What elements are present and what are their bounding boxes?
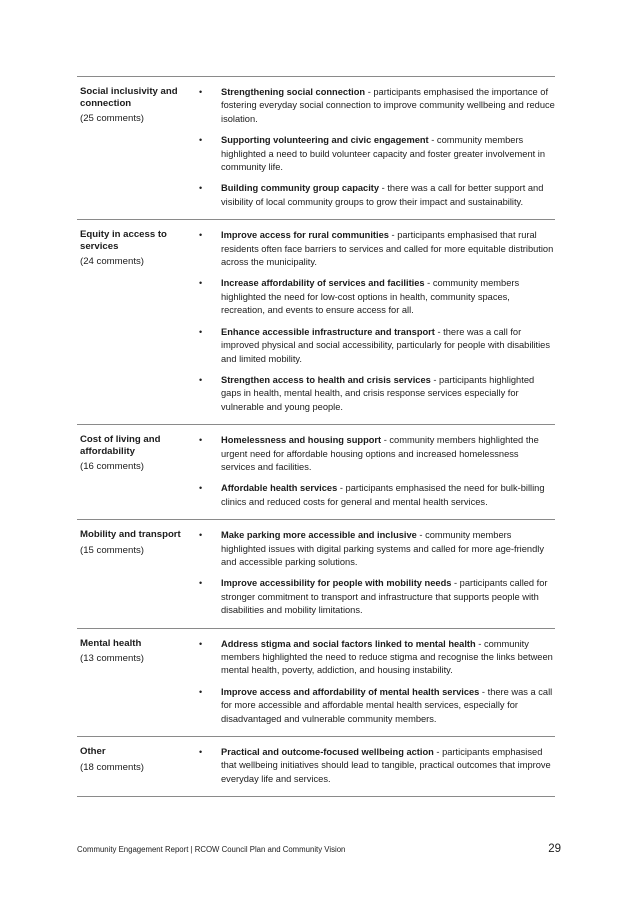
theme-points [188, 746, 555, 786]
point-description: - there was a call for improved physical and social accessibility, particularly for people with disabilities and limited mobility. [221, 326, 550, 364]
point-text [221, 529, 555, 569]
point-text [221, 326, 555, 366]
comment-count: (16 comments) [80, 461, 144, 473]
page-footer [77, 843, 561, 855]
theme-points [188, 529, 555, 617]
point-title: Strengthening social connection [221, 87, 366, 97]
comment-count: (15 comments) [80, 544, 144, 556]
point-title: Increase affordability of services and facilities [221, 278, 425, 289]
point-text [221, 577, 555, 617]
point-description: - community members highlighted the need for low-cost options in health, community spaces, recreation, and events to ensure access for all. [221, 278, 520, 316]
theme-topic [77, 229, 188, 414]
footer-text: Community Engagement Report | RCOW Council Plan and Community Vision [77, 845, 346, 854]
point-title: Improve accessibility for people with mobility needs [221, 578, 452, 589]
theme-row [77, 220, 555, 425]
comment-count: (25 comments) [80, 113, 144, 124]
bullet-point [193, 482, 555, 509]
point-title: Make parking more accessible and inclusive [221, 530, 417, 541]
bullet-point [193, 577, 555, 617]
point-description: - participants called for stronger commitment to transport and infrastructure that supports people with disabilities and mobility limitations. [221, 578, 548, 616]
bullet-icon: • [199, 747, 203, 758]
point-title: Practical and outcome-focused wellbeing action [221, 747, 434, 758]
point-description: - there was a call for better support and visibility of local community groups to grow their impact and sustainability. [221, 183, 544, 207]
bullet-point [193, 529, 555, 569]
comment-count: (18 comments) [80, 761, 144, 773]
theme-row [77, 77, 555, 220]
point-description: - participants highlighted gaps in health, mental health, and crisis response services especially for vulnerable and young people. [221, 374, 535, 412]
theme-points [188, 638, 555, 726]
theme-row [77, 520, 555, 628]
point-description: - participants emphasised the need for bulk-billing clinics and reduced costs for general and mental health services. [221, 483, 545, 507]
point-title: Enhance accessible infrastructure and transport [221, 326, 435, 337]
bullet-point [193, 434, 555, 474]
point-title: Improve access and affordability of mental health services [221, 686, 480, 697]
point-text [221, 86, 555, 126]
point-title: Strengthen access to health and crisis services [221, 374, 431, 385]
theme-topic [77, 638, 188, 726]
theme-row [77, 425, 555, 520]
point-text [221, 746, 555, 786]
point-title: Building community group capacity [221, 183, 380, 194]
comment-count: (13 comments) [80, 653, 144, 665]
bullet-point [193, 374, 555, 414]
bullet-icon: • [199, 374, 203, 385]
point-description: - participants emphasised that rural residents often face barriers to services and called for more equitable distribution across the municipality. [221, 230, 554, 268]
point-text [221, 277, 555, 317]
point-description: - there was a call for more accessible and affordable mental health services, especially for disadvantaged and vulnerable community members. [221, 686, 553, 724]
bullet-icon: • [199, 638, 203, 649]
point-description: - community members highlighted a need to build volunteer capacity and foster greater involvement in community life. [221, 135, 546, 173]
bullet-icon: • [199, 278, 203, 289]
page-number: 29 [548, 843, 561, 855]
point-text [221, 434, 555, 474]
point-description: - community members highlighted the need to reduce stigma and recognise the links between mental health, poverty, addiction, and housing instability. [221, 638, 553, 676]
point-title: Affordable health services [221, 483, 338, 494]
point-text [221, 374, 555, 414]
bullet-point [193, 326, 555, 366]
theme-topic [77, 434, 188, 509]
point-description: - participants emphasised the importance of fostering everyday social connection to improve community wellbeing and reduce isolation. [221, 87, 555, 124]
bullet-point [193, 746, 555, 786]
point-text [221, 482, 555, 509]
point-text [221, 638, 555, 678]
theme-title: Mental health [80, 637, 142, 649]
comment-count: (24 comments) [80, 256, 144, 268]
theme-points [188, 434, 555, 509]
bullet-icon: • [199, 326, 203, 337]
theme-points [188, 229, 555, 414]
bullet-icon: • [199, 230, 203, 241]
point-text [221, 134, 555, 174]
bullet-icon: • [199, 578, 203, 589]
bullet-point [193, 686, 555, 726]
bullet-point [193, 134, 555, 174]
point-text [221, 182, 555, 209]
point-title: Homelessness and housing support [221, 435, 382, 446]
bullet-icon: • [199, 87, 203, 97]
bullet-point [193, 229, 555, 269]
point-text [221, 229, 555, 269]
theme-title: Other [80, 746, 106, 758]
theme-row [77, 737, 555, 797]
point-description: - participants emphasised that wellbeing initiatives should lead to tangible, practical outcomes that improve everyday life and services. [221, 747, 551, 784]
point-title: Address stigma and social factors linked to mental health [221, 638, 476, 649]
theme-title: Equity in access to services [80, 229, 167, 252]
bullet-point [193, 638, 555, 678]
point-description: - community members highlighted the urgent need for affordable housing options and increased homelessness services and facilities. [221, 435, 539, 472]
theme-topic [77, 529, 188, 617]
theme-title: Cost of living and affordability [80, 434, 161, 457]
bullet-icon: • [199, 183, 203, 194]
theme-topic [77, 86, 188, 209]
point-title: Improve access for rural communities [221, 230, 389, 241]
theme-title: Social inclusivity and connection [80, 86, 178, 109]
bullet-icon: • [199, 483, 203, 494]
point-title: Supporting volunteering and civic engagement [221, 135, 429, 146]
themes-table [77, 76, 555, 797]
bullet-point [193, 277, 555, 317]
point-description: - community members highlighted issues with digital parking systems and called for more age-friendly and accessible parking solutions. [221, 530, 544, 567]
bullet-point [193, 182, 555, 209]
theme-title: Mobility and transport [80, 529, 181, 541]
theme-row [77, 629, 555, 737]
theme-topic [77, 746, 188, 786]
bullet-icon: • [199, 435, 203, 446]
point-text [221, 686, 555, 726]
bullet-icon: • [199, 686, 203, 697]
theme-points [188, 86, 555, 209]
bullet-point [193, 86, 555, 126]
bullet-icon: • [199, 530, 203, 541]
bullet-icon: • [199, 135, 203, 146]
